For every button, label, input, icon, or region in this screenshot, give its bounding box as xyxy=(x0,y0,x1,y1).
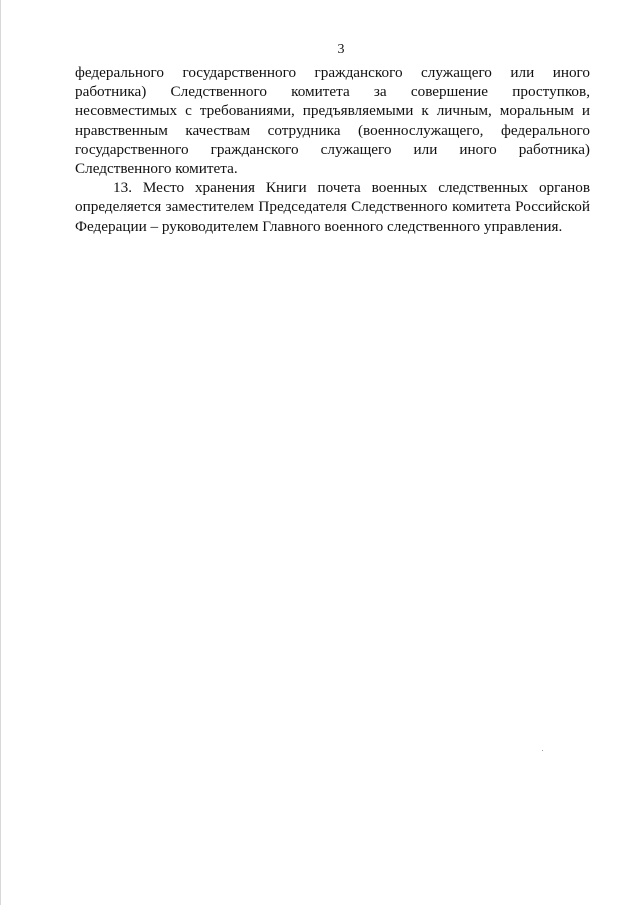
page-number: 3 xyxy=(337,42,345,57)
paragraph-continuation: федерального государственного гражданского служащего или иного работника) Следственного комитета за совершение проступков, несовместимых с требованиями, предъявляемыми к личным, моральным и нравственным качествам сотрудника (военнослужащего, федерального государственного гражданского служащего или иного работника) Следственного комитета. xyxy=(75,64,590,178)
scan-speck xyxy=(542,750,543,751)
document-body xyxy=(75,63,590,236)
paragraph-item-13: 13. Место хранения Книги почета военных следственных органов определяется заместителем Председателя Следственного комитета Российской Федерации – руководителем Главного военного следственного управления. xyxy=(75,179,590,235)
